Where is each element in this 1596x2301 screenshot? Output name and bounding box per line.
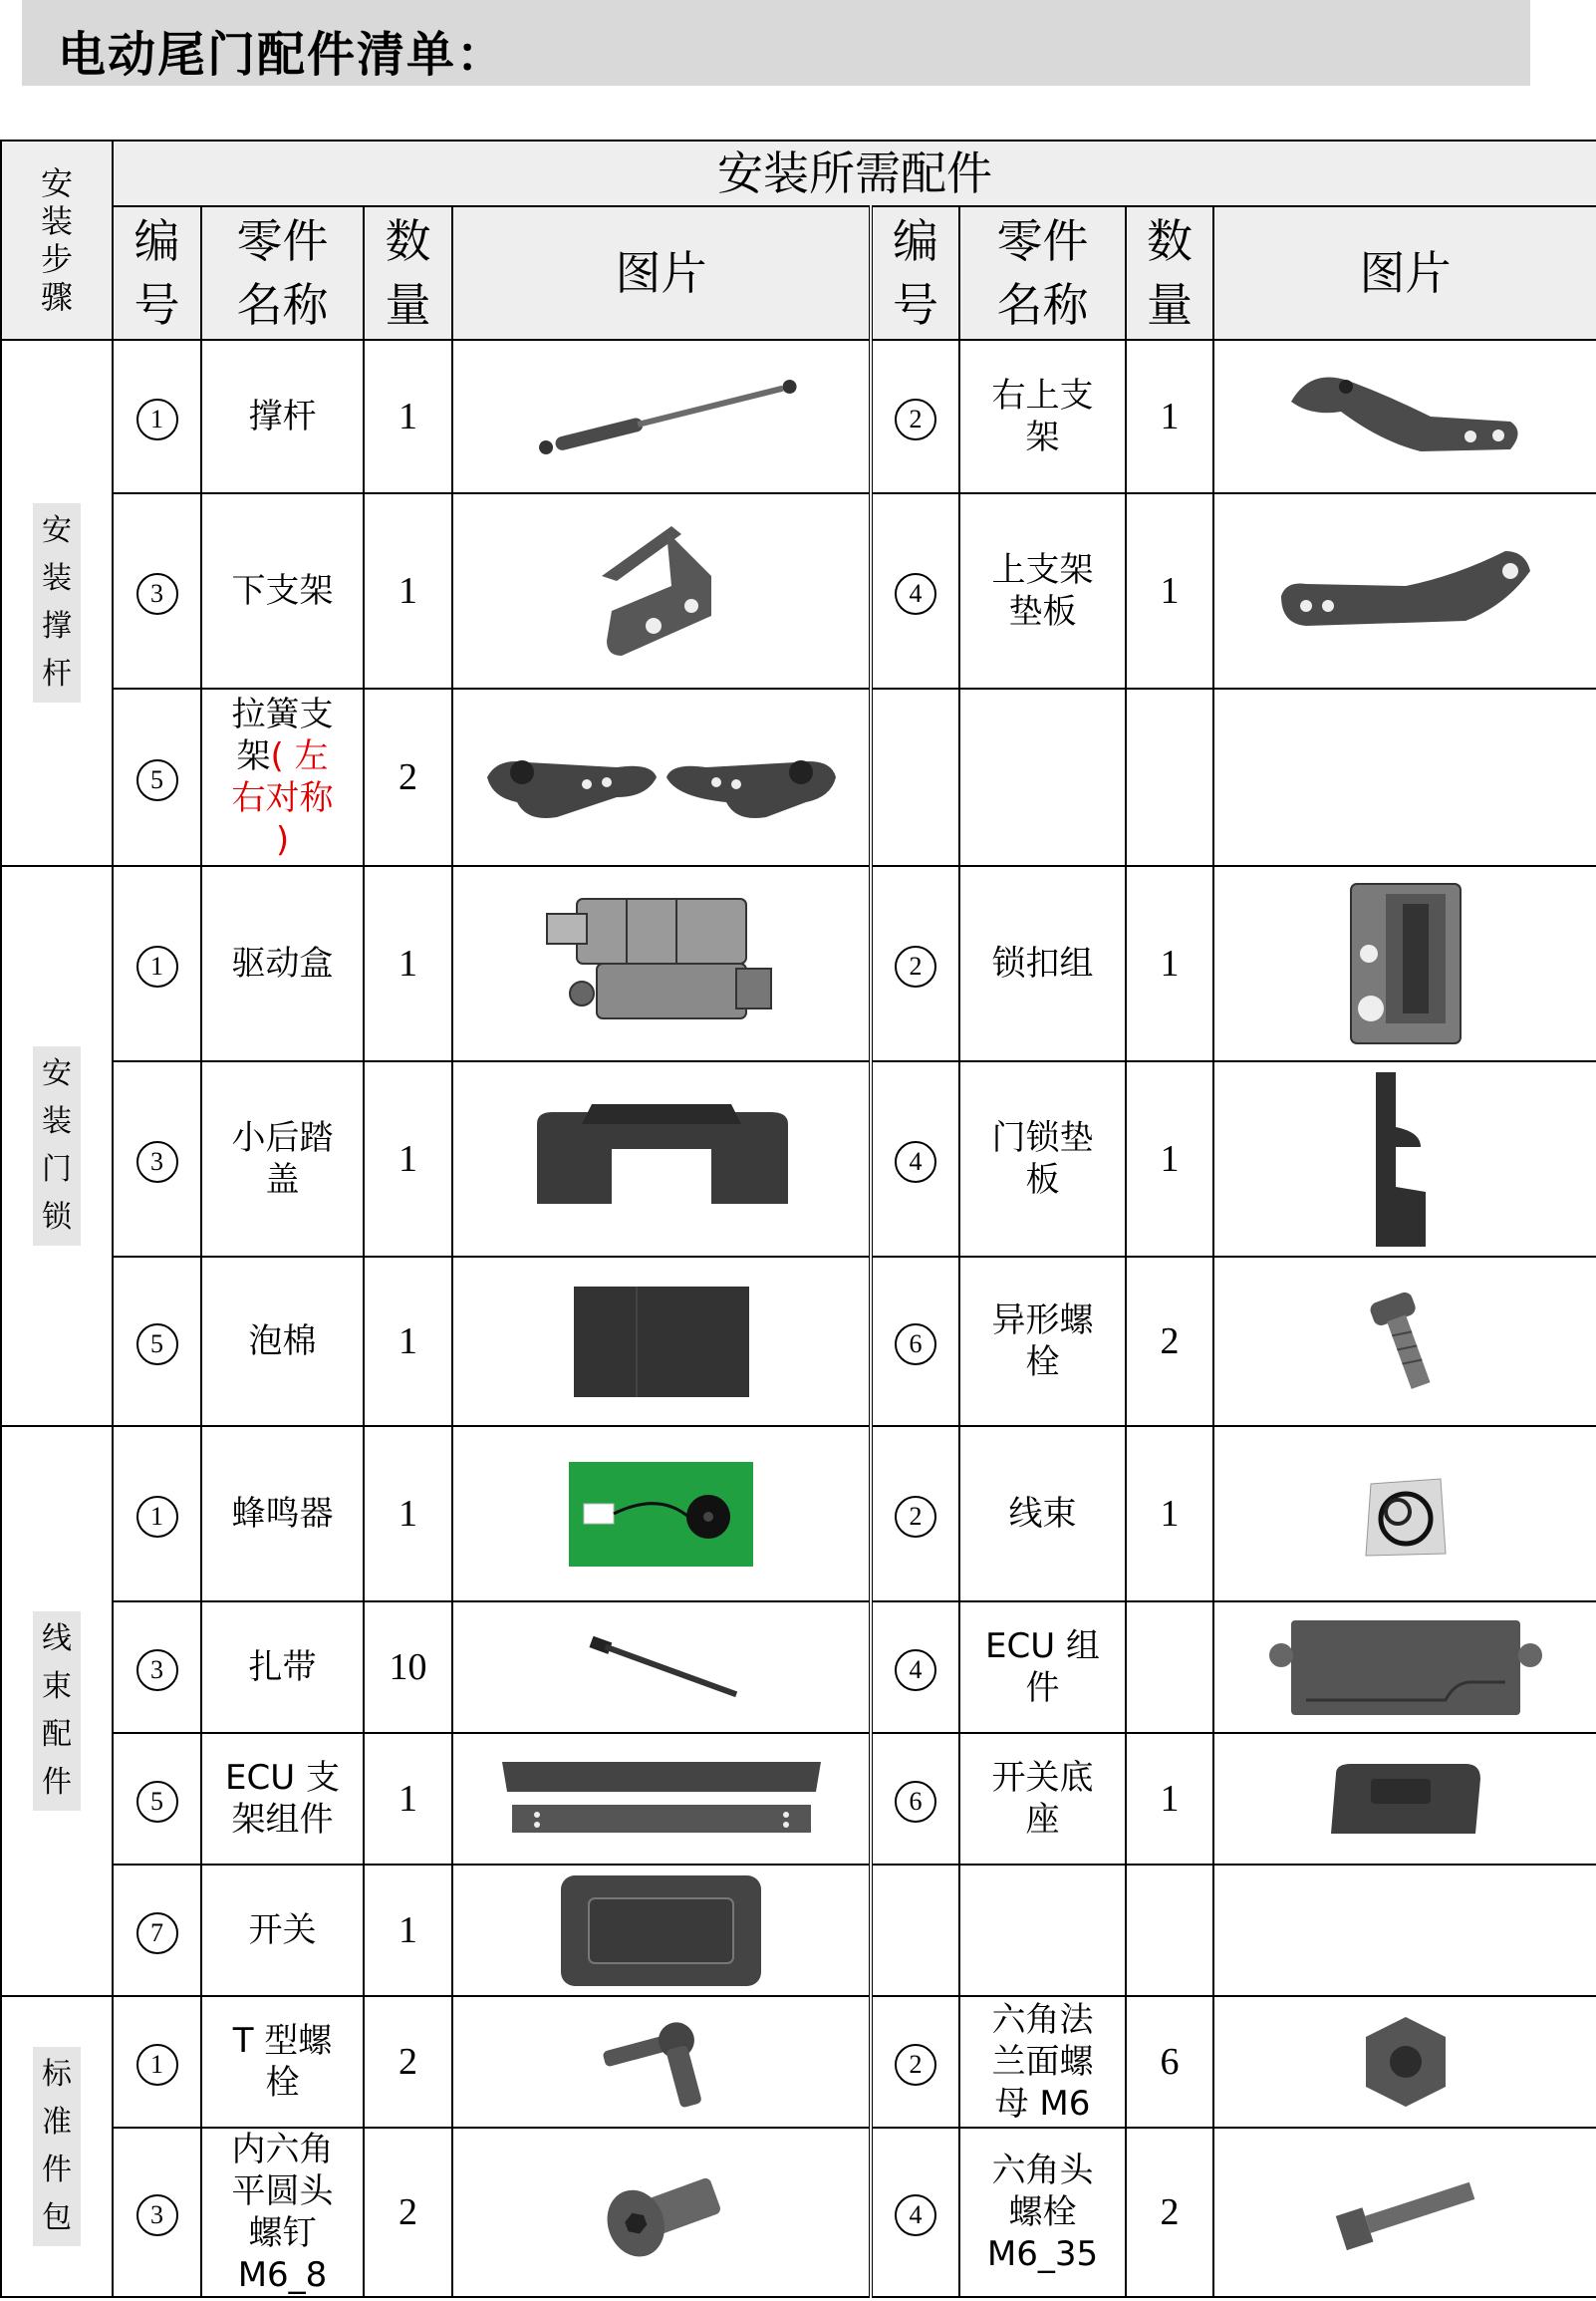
lock-shim-icon (1213, 1061, 1596, 1257)
part-quantity: 1 (1126, 1061, 1213, 1257)
switch-base-icon (1213, 1733, 1596, 1865)
part-number (871, 1996, 959, 2128)
hex-bolt-icon (1213, 2128, 1596, 2297)
part-number (113, 1996, 201, 2128)
part-number (871, 1733, 959, 1865)
part-number (113, 2128, 201, 2297)
wire-harness-icon (1213, 1426, 1596, 1601)
empty-cell (871, 689, 959, 866)
col-pic-header: 图片 (452, 206, 871, 340)
ecu-bracket-icon (452, 1733, 871, 1865)
part-name: ECU 组件 (985, 1626, 1100, 1708)
part-quantity: 1 (1126, 340, 1213, 493)
part-number-circle: 2 (895, 399, 936, 440)
part-name: 六角法兰面螺母 M6 (991, 2000, 1094, 2124)
part-number (113, 1257, 201, 1426)
part-name: 线束 (1008, 1494, 1077, 1534)
empty-cell (1126, 689, 1213, 866)
part-number-circle: 5 (136, 1781, 178, 1823)
part-quantity: 10 (364, 1601, 452, 1733)
part-name: 撑杆 (248, 397, 317, 436)
part-name: 泡棉 (248, 1321, 317, 1361)
switch-icon (452, 1865, 871, 1996)
part-number-circle: 4 (895, 1141, 936, 1183)
part-quantity: 6 (1126, 1996, 1213, 2128)
part-name: 锁扣组 (991, 944, 1094, 984)
step-header: 安装步骤 (1, 141, 113, 340)
part-number-circle: 1 (136, 1496, 178, 1538)
step-label: 标准件包 (33, 2047, 81, 2246)
part-number (871, 493, 959, 689)
part-quantity: 2 (364, 1996, 452, 2128)
buzzer-icon (452, 1426, 871, 1601)
table-row (1, 1601, 1596, 1733)
part-number-circle: 2 (895, 1496, 936, 1538)
part-quantity: 1 (364, 340, 452, 493)
gas-strut-icon (452, 340, 871, 493)
step-label: 安装门锁 (33, 1046, 81, 1246)
table-row (1, 866, 1596, 1061)
part-number (113, 1061, 201, 1257)
part-number (113, 1733, 201, 1865)
table-row (1, 1257, 1596, 1426)
step-cover-icon (452, 1061, 871, 1257)
part-number (113, 340, 201, 493)
col-qty-header-right: 数量 (1147, 214, 1193, 332)
part-number-circle: 4 (895, 2194, 936, 2236)
part-quantity: 2 (1126, 1257, 1213, 1426)
special-bolt-icon (1213, 1257, 1596, 1426)
part-number-circle: 2 (895, 2044, 936, 2086)
part-quantity: 1 (364, 493, 452, 689)
part-number (113, 689, 201, 866)
part-number-circle: 3 (136, 2194, 178, 2236)
part-name: 开关底座 (991, 1758, 1094, 1840)
part-quantity: 2 (1126, 2128, 1213, 2297)
table-row (1, 1996, 1596, 2128)
part-name: 内六角平圆头螺钉 M6_8 (231, 2130, 334, 2295)
part-quantity: 1 (1126, 1733, 1213, 1865)
part-name: 驱动盒 (231, 944, 334, 984)
part-number-circle: 4 (895, 1649, 936, 1691)
empty-cell (871, 1865, 959, 1996)
part-number-circle: 1 (136, 399, 178, 440)
spring-brackets-icon (452, 689, 871, 866)
part-number-circle: 1 (136, 2044, 178, 2086)
col-pic-header-right: 图片 (1213, 206, 1596, 340)
part-number (871, 866, 959, 1061)
step-label-cell (1, 1996, 113, 2297)
part-name: 六角头螺栓 M6_35 (986, 2151, 1099, 2274)
latch-assembly-icon (1213, 866, 1596, 1061)
foam-pad-icon (452, 1257, 871, 1426)
part-number (871, 1601, 959, 1733)
part-number (113, 493, 201, 689)
bracket-shim-icon (1213, 493, 1596, 689)
empty-cell (1213, 689, 1596, 866)
upper-bracket-icon (1213, 340, 1596, 493)
table-row (1, 1426, 1596, 1601)
part-number-circle: 3 (136, 1141, 178, 1183)
part-name: 蜂鸣器 (231, 1494, 334, 1534)
col-qty-header: 数量 (385, 214, 431, 332)
part-number (113, 1426, 201, 1601)
empty-cell (959, 1865, 1126, 1996)
empty-cell (1126, 1865, 1213, 1996)
part-name: 小后踏盖 (231, 1118, 334, 1200)
part-number-circle: 6 (895, 1323, 936, 1365)
table-row (1, 493, 1596, 689)
part-number (113, 866, 201, 1061)
part-number (871, 1061, 959, 1257)
part-name: 异形螺栓 (991, 1300, 1094, 1382)
part-number (871, 1257, 959, 1426)
part-number (871, 340, 959, 493)
part-name-note: ( 左右对称 ) (231, 736, 334, 860)
part-number (871, 2128, 959, 2297)
table-row (1, 689, 1596, 866)
page-title: 电动尾门配件清单： (58, 27, 507, 83)
table-row (1, 340, 1596, 493)
col-name-header-right: 零件名称 (996, 214, 1089, 332)
part-quantity (1126, 1601, 1213, 1733)
part-name: 下支架 (231, 571, 334, 611)
col-name-header: 零件名称 (236, 214, 329, 332)
flange-nut-icon (1213, 1996, 1596, 2128)
part-number (113, 1601, 201, 1733)
table-row (1, 2128, 1596, 2297)
part-number-circle: 4 (895, 573, 936, 615)
step-label-cell (1, 1426, 113, 1996)
group-header: 安装所需配件 (113, 141, 1596, 206)
lower-bracket-icon (452, 493, 871, 689)
part-quantity: 1 (364, 1733, 452, 1865)
part-quantity: 1 (364, 1257, 452, 1426)
part-quantity: 1 (1126, 1426, 1213, 1601)
table-row (1, 1061, 1596, 1257)
part-number-circle: 7 (136, 1912, 178, 1954)
hex-socket-screw-icon (452, 2128, 871, 2297)
part-number-circle: 5 (136, 1323, 178, 1365)
part-name: 开关 (248, 1910, 317, 1950)
step-label-cell (1, 340, 113, 866)
part-quantity: 1 (364, 1426, 452, 1601)
table-row (1, 1865, 1596, 1996)
part-name: 门锁垫板 (991, 1118, 1094, 1200)
part-quantity: 1 (364, 1061, 452, 1257)
part-number-circle: 2 (895, 946, 936, 988)
part-name: ECU 支架组件 (225, 1758, 340, 1840)
part-name: 上支架垫板 (991, 550, 1094, 632)
step-label: 安装撑杆 (33, 503, 81, 703)
table-row (1, 1733, 1596, 1865)
part-quantity: 1 (1126, 866, 1213, 1061)
part-number-circle: 3 (136, 1649, 178, 1691)
empty-cell (959, 689, 1126, 866)
part-number (113, 1865, 201, 1996)
part-quantity: 1 (364, 1865, 452, 1996)
part-number-circle: 3 (136, 573, 178, 615)
ecu-module-icon (1213, 1601, 1596, 1733)
step-label-cell (1, 866, 113, 1426)
t-bolt-icon (452, 1996, 871, 2128)
title-bar (22, 0, 1530, 86)
part-quantity: 1 (1126, 493, 1213, 689)
part-name: 拉簧支架 (231, 695, 334, 776)
col-num-header: 编号 (133, 214, 180, 332)
part-name: T 型螺栓 (232, 2021, 333, 2103)
col-num-header-right: 编号 (893, 214, 938, 332)
part-quantity: 2 (364, 2128, 452, 2297)
part-number (871, 1426, 959, 1601)
empty-cell (1213, 1865, 1596, 1996)
part-quantity: 1 (364, 866, 452, 1061)
part-name: 扎带 (248, 1647, 317, 1687)
part-number-circle: 5 (136, 759, 178, 801)
part-name: 右上支架 (991, 376, 1094, 457)
cable-tie-icon (452, 1601, 871, 1733)
part-number-circle: 6 (895, 1781, 936, 1823)
drive-box-icon (452, 866, 871, 1061)
step-label: 线束配件 (33, 1611, 81, 1811)
part-number-circle: 1 (136, 946, 178, 988)
parts-table (0, 140, 1596, 2298)
part-quantity: 2 (364, 689, 452, 866)
